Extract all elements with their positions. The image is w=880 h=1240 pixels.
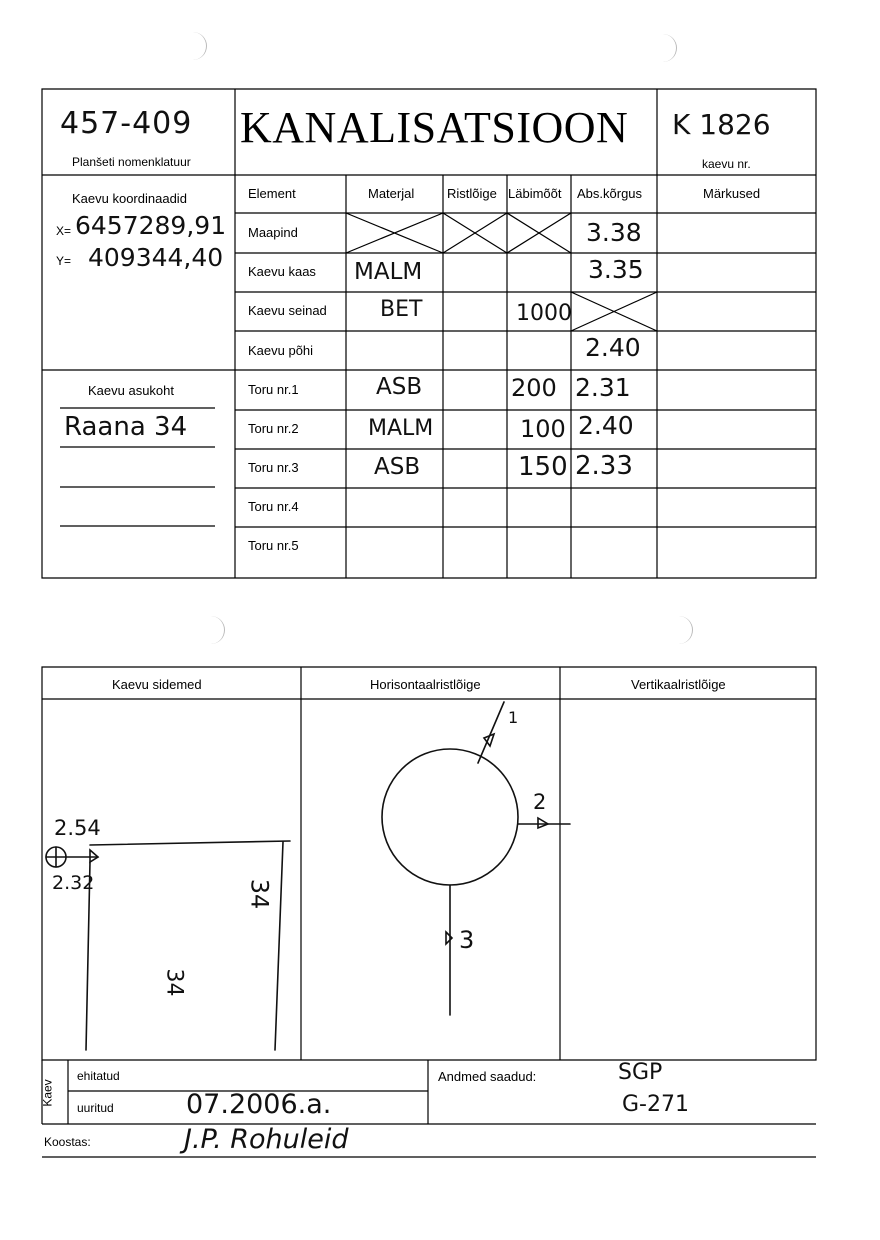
source-value-2: G-271 [622,1092,689,1117]
header-section: Ristlõige [447,186,497,201]
row-element-maapind: Maapind [248,225,298,240]
toru-1-material: ASB [376,374,423,400]
kaevu-kaas-material: MALM [354,259,423,285]
toru-2-height: 2.40 [578,411,634,440]
toru-3-height: 2.33 [575,451,633,481]
row-element-kaevu-pohi: Kaevu põhi [248,343,314,358]
kaev-label: Kaev [40,1079,55,1107]
sketch-side-label: 34 [245,878,274,910]
row-element-toru-3: Toru nr.3 [248,460,299,475]
well-number-value: K 1826 [672,108,771,141]
toru-1-diameter: 200 [511,374,557,402]
built-label: ehitatud [77,1069,120,1083]
header-diameter: Läbimõõt [508,186,562,201]
kaevu-seinad-material: BET [380,297,423,322]
row-element-toru-1: Toru nr.1 [248,382,299,397]
toru-2-material: MALM [368,416,434,441]
row-element-kaevu-seinad: Kaevu seinad [248,303,327,318]
toru-2-diameter: 100 [520,415,566,443]
maapind-height: 3.38 [586,218,642,247]
toru-1-height: 2.31 [575,373,631,402]
pipe-2-label: 2 [533,790,547,814]
location-label: Kaevu asukoht [88,383,175,398]
header-element: Element [248,186,296,201]
pipe-3-label: 3 [459,926,475,954]
coordinates-label: Kaevu koordinaadid [72,191,187,206]
section-title-connections: Kaevu sidemed [112,677,202,692]
source-label: Andmed saadud: [438,1069,537,1084]
surveyed-label: uuritud [77,1101,114,1115]
sketch-center-label: 34 [161,968,187,997]
row-element-kaevu-kaas: Kaevu kaas [248,264,316,279]
toru-3-material: ASB [374,454,421,480]
header-notes: Märkused [703,186,761,201]
x-coordinate-value: 6457289,91 [75,211,227,240]
sheet-nomenclature-label: Planšeti nomenklatuur [72,155,191,169]
sheet-nomenclature-value: 457-409 [60,106,193,141]
y-coordinate-prefix: Y= [56,254,72,268]
kaevu-pohi-height: 2.40 [585,333,641,362]
section-title-horizontal: Horisontaalristlõige [370,677,481,692]
header-material: Materjal [368,186,415,201]
toru-3-diameter: 150 [518,452,568,482]
kaevu-kaas-height: 3.35 [588,255,644,284]
source-value-1: SGP [618,1060,663,1085]
section-title-vertical: Vertikaalristlõige [631,677,726,692]
kaevu-seinad-diameter: 1000 [516,301,572,326]
location-value: Raana 34 [64,412,188,442]
page-title: KANALISATSIOON [240,103,629,152]
author-value: J.P. Rohuleid [184,1124,349,1155]
sketch-top-elevation: 2.54 [54,816,101,840]
row-element-toru-5: Toru nr.5 [248,538,299,553]
x-coordinate-prefix: X= [56,224,72,238]
well-number-label: kaevu nr. [702,157,751,171]
row-element-toru-2: Toru nr.2 [248,421,299,436]
y-coordinate-value: 409344,40 [88,243,224,272]
row-element-toru-4: Toru nr.4 [248,499,299,514]
sketch-bottom-elevation: 2.32 [52,872,95,894]
surveyed-value: 07.2006.a. [186,1089,332,1120]
header-abs-height: Abs.kõrgus [577,186,643,201]
pipe-1-label: 1 [508,708,519,727]
author-label: Koostas: [44,1135,91,1149]
